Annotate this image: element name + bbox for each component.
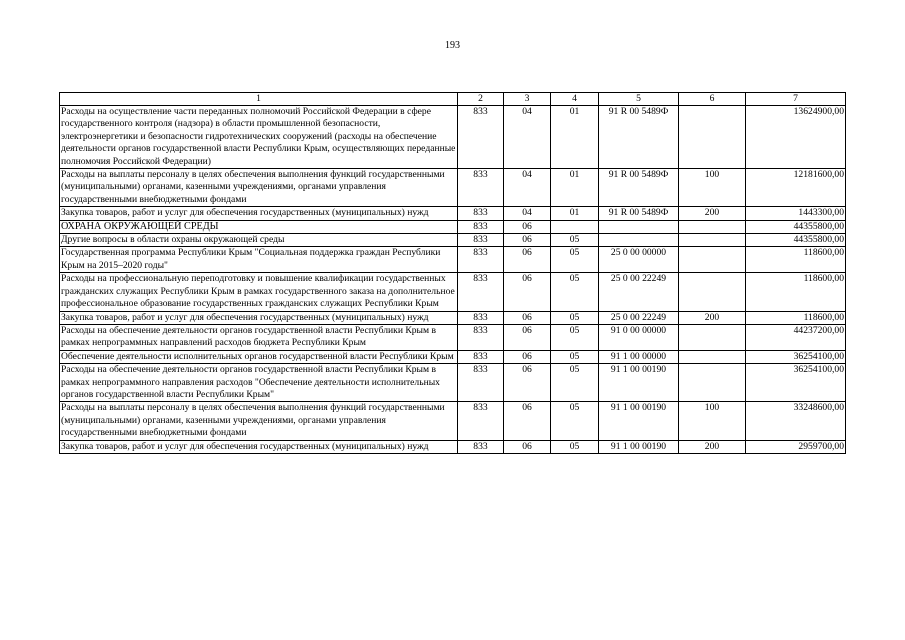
- row-target-code: 91 1 00 00190: [599, 440, 679, 453]
- row-amount: 118600,00: [746, 247, 846, 273]
- row-target-code: 91 R 00 5489Ф: [599, 169, 679, 207]
- table-row: [60, 364, 846, 402]
- table-row: [60, 220, 846, 233]
- row-amount: 1443300,00: [746, 207, 846, 220]
- row-subsection-code: 05: [551, 273, 599, 311]
- row-section-code: 06: [504, 220, 551, 233]
- row-description: Расходы на выплаты персоналу в целях обеспечения выполнения функций государственными (муниципальными) органами, казенными учреждениями, органами управления государственными внебюджетными фондами: [60, 402, 458, 440]
- row-expense-type: 100: [679, 402, 746, 440]
- row-expense-type: [679, 220, 746, 233]
- row-amount: 36254100,00: [746, 364, 846, 402]
- row-amount: 44355800,00: [746, 220, 846, 233]
- table-row: [60, 273, 846, 311]
- row-target-code: 91 1 00 00190: [599, 402, 679, 440]
- row-expense-type: [679, 350, 746, 363]
- row-target-code: 25 0 00 22249: [599, 311, 679, 324]
- row-subsection-code: 05: [551, 311, 599, 324]
- header-col-1: 1: [60, 93, 458, 106]
- table-row: [60, 350, 846, 363]
- row-section-code: 06: [504, 311, 551, 324]
- row-ministry-code: 833: [458, 402, 504, 440]
- table-row: [60, 247, 846, 273]
- row-description: Расходы на профессиональную переподготовку и повышение квалификации государственных гражданских служащих Республики Крым в рамках государственного заказа на дополнительное профессиональное образование государственных гражданских служащих Республики Крым: [60, 273, 458, 311]
- row-target-code: 91 R 00 5489Ф: [599, 106, 679, 169]
- row-description: Расходы на обеспечение деятельности органов государственной власти Республики Крым в рамках непрограммных направлений расходов бюджета Республики Крым: [60, 324, 458, 350]
- row-ministry-code: 833: [458, 311, 504, 324]
- row-ministry-code: 833: [458, 350, 504, 363]
- row-description: Обеспечение деятельности исполнительных органов государственной власти Республики Крым: [60, 350, 458, 363]
- row-expense-type: 200: [679, 207, 746, 220]
- row-section-code: 04: [504, 207, 551, 220]
- row-expense-type: 200: [679, 311, 746, 324]
- row-section-code: 06: [504, 324, 551, 350]
- table-row: [60, 234, 846, 247]
- header-col-6: 6: [679, 93, 746, 106]
- row-subsection-code: 05: [551, 350, 599, 363]
- row-subsection-code: 05: [551, 364, 599, 402]
- row-description: Закупка товаров, работ и услуг для обеспечения государственных (муниципальных) нужд: [60, 207, 458, 220]
- row-expense-type: [679, 106, 746, 169]
- header-col-7: 7: [746, 93, 846, 106]
- row-section-code: 04: [504, 169, 551, 207]
- row-amount: 2959700,00: [746, 440, 846, 453]
- row-expense-type: [679, 364, 746, 402]
- row-target-code: 25 0 00 00000: [599, 247, 679, 273]
- row-target-code: 91 R 00 5489Ф: [599, 207, 679, 220]
- row-section-code: 06: [504, 440, 551, 453]
- table-row: [60, 169, 846, 207]
- row-amount: 33248600,00: [746, 402, 846, 440]
- row-description: ОХРАНА ОКРУЖАЮЩЕЙ СРЕДЫ: [60, 220, 458, 233]
- row-ministry-code: 833: [458, 207, 504, 220]
- row-section-code: 06: [504, 273, 551, 311]
- budget-table: [59, 92, 846, 454]
- row-ministry-code: 833: [458, 364, 504, 402]
- row-ministry-code: 833: [458, 169, 504, 207]
- row-amount: 13624900,00: [746, 106, 846, 169]
- table-row: [60, 324, 846, 350]
- row-expense-type: 100: [679, 169, 746, 207]
- row-section-code: 06: [504, 234, 551, 247]
- header-col-5: 5: [599, 93, 679, 106]
- row-description: Закупка товаров, работ и услуг для обеспечения государственных (муниципальных) нужд: [60, 440, 458, 453]
- row-amount: 36254100,00: [746, 350, 846, 363]
- row-description: Другие вопросы в области охраны окружающей среды: [60, 234, 458, 247]
- header-col-3: 3: [504, 93, 551, 106]
- row-ministry-code: 833: [458, 220, 504, 233]
- row-expense-type: 200: [679, 440, 746, 453]
- row-description: Расходы на обеспечение деятельности органов государственной власти Республики Крым в рамках непрограммного направления расходов "Обеспечение деятельности исполнительных органов государственной власти Республики Крым": [60, 364, 458, 402]
- table-row: [60, 207, 846, 220]
- table-row: [60, 440, 846, 453]
- row-description: Расходы на выплаты персоналу в целях обеспечения выполнения функций государственными (муниципальными) органами, казенными учреждениями, органами управления государственными внебюджетными фондами: [60, 169, 458, 207]
- row-section-code: 06: [504, 350, 551, 363]
- row-ministry-code: 833: [458, 324, 504, 350]
- row-amount: 44237200,00: [746, 324, 846, 350]
- row-subsection-code: 05: [551, 247, 599, 273]
- row-section-code: 06: [504, 402, 551, 440]
- header-row: [60, 93, 846, 106]
- row-description: Расходы на осуществление части переданных полномочий Российской Федерации в сфере государственного контроля (надзора) в области промышленной безопасности, электроэнергетики и безопасности гидротехнических сооружений (расходы на обеспечение деятельности органов государственной власти Республики Крым, осуществляющих переданные полномочия Российской Федерации): [60, 106, 458, 169]
- page-number: 193: [445, 40, 460, 51]
- row-target-code: [599, 220, 679, 233]
- row-target-code: [599, 234, 679, 247]
- row-subsection-code: 05: [551, 440, 599, 453]
- row-amount: 118600,00: [746, 311, 846, 324]
- header-col-4: 4: [551, 93, 599, 106]
- row-ministry-code: 833: [458, 247, 504, 273]
- row-subsection-code: 01: [551, 106, 599, 169]
- table-row: [60, 311, 846, 324]
- row-description: Закупка товаров, работ и услуг для обеспечения государственных (муниципальных) нужд: [60, 311, 458, 324]
- row-section-code: 06: [504, 247, 551, 273]
- row-section-code: 04: [504, 106, 551, 169]
- budget-table-body: [60, 106, 846, 454]
- row-target-code: 91 0 00 00000: [599, 324, 679, 350]
- row-ministry-code: 833: [458, 273, 504, 311]
- row-expense-type: [679, 234, 746, 247]
- row-target-code: 91 1 00 00190: [599, 364, 679, 402]
- row-expense-type: [679, 247, 746, 273]
- header-col-2: 2: [458, 93, 504, 106]
- row-ministry-code: 833: [458, 106, 504, 169]
- row-amount: 44355800,00: [746, 234, 846, 247]
- row-amount: 12181600,00: [746, 169, 846, 207]
- row-target-code: 91 1 00 00000: [599, 350, 679, 363]
- row-ministry-code: 833: [458, 440, 504, 453]
- row-expense-type: [679, 273, 746, 311]
- row-expense-type: [679, 324, 746, 350]
- row-target-code: 25 0 00 22249: [599, 273, 679, 311]
- row-description: Государственная программа Республики Крым "Социальная поддержка граждан Республики Крым на 2015–2020 годы": [60, 247, 458, 273]
- row-subsection-code: 05: [551, 402, 599, 440]
- table-row: [60, 106, 846, 169]
- row-subsection-code: 05: [551, 324, 599, 350]
- row-subsection-code: 05: [551, 234, 599, 247]
- row-ministry-code: 833: [458, 234, 504, 247]
- row-subsection-code: 01: [551, 169, 599, 207]
- row-amount: 118600,00: [746, 273, 846, 311]
- row-subsection-code: [551, 220, 599, 233]
- table-row: [60, 402, 846, 440]
- row-subsection-code: 01: [551, 207, 599, 220]
- row-section-code: 06: [504, 364, 551, 402]
